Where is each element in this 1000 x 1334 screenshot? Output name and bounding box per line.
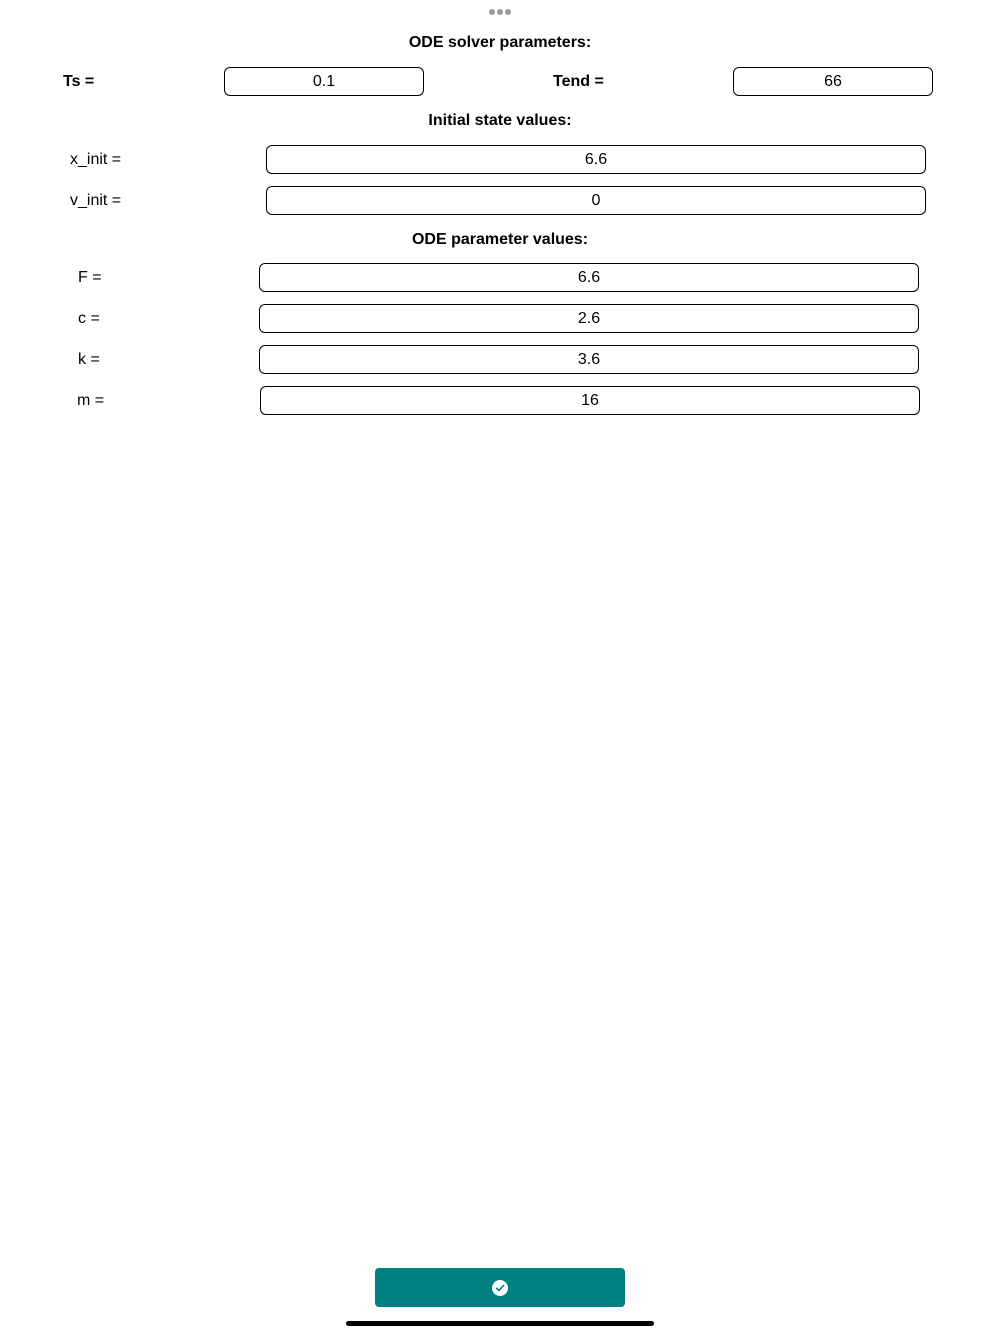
more-options-icon[interactable] (489, 9, 511, 15)
ts-label: Ts = (63, 73, 95, 90)
params-heading: ODE parameter values: (411, 231, 589, 248)
solver-heading: ODE solver parameters: (408, 34, 592, 51)
checkmark-circle-icon (492, 1280, 508, 1296)
f-label: F = (78, 269, 102, 286)
k-input[interactable] (259, 345, 919, 374)
home-indicator (346, 1321, 654, 1326)
c-label: c = (78, 310, 100, 327)
c-input[interactable] (259, 304, 919, 333)
k-label: k = (78, 351, 100, 368)
tend-input[interactable] (733, 67, 933, 96)
confirm-button[interactable] (375, 1268, 625, 1307)
f-input[interactable] (259, 263, 919, 292)
ts-input[interactable] (224, 67, 424, 96)
m-input[interactable] (260, 386, 920, 415)
initial-heading: Initial state values: (428, 112, 572, 129)
tend-label: Tend = (553, 73, 604, 90)
v-init-input[interactable] (266, 186, 926, 215)
x-init-input[interactable] (266, 145, 926, 174)
m-label: m = (77, 392, 105, 409)
v-init-label: v_init = (70, 192, 122, 209)
x-init-label: x_init = (70, 151, 122, 168)
